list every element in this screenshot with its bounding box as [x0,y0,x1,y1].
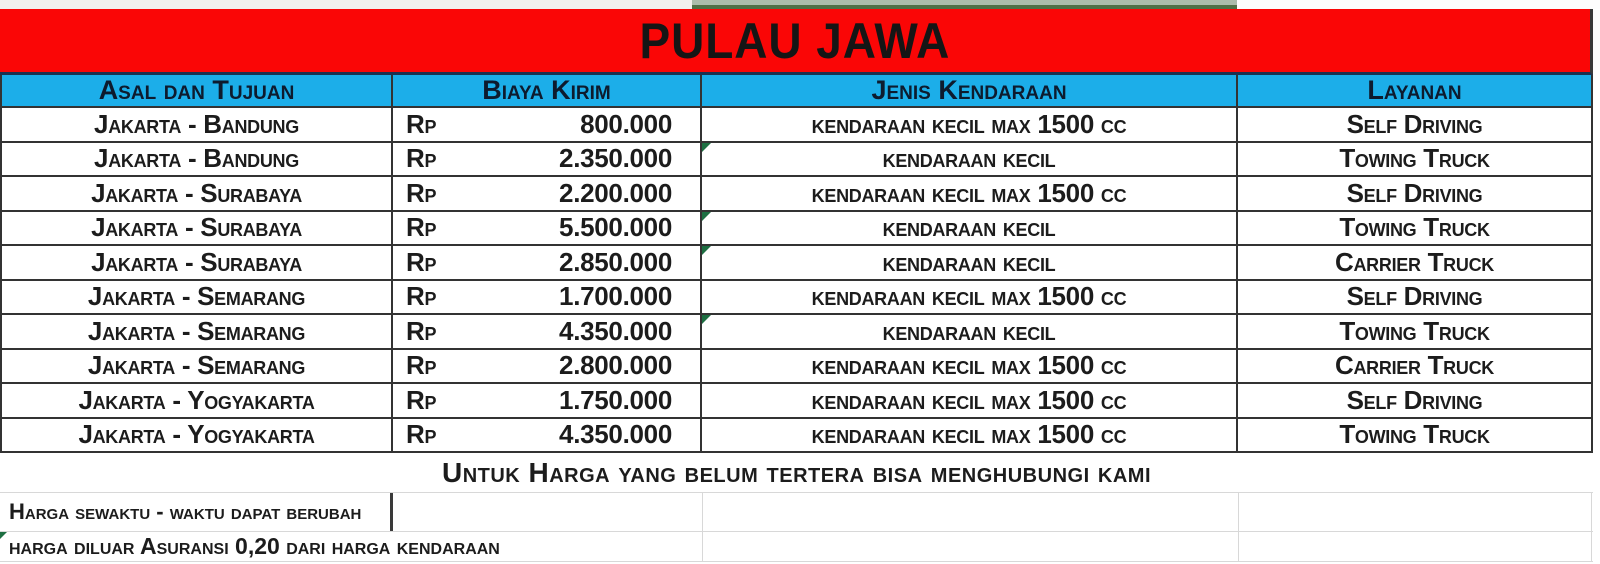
vehicle-label: kendaraan kecil [882,246,1056,277]
price-value: 1.750.000 [559,384,672,415]
service-cell[interactable]: Self Driving [1238,177,1593,212]
insurance-note-label: harga diluar Asuransi 0,20 dari harga kendaraan [9,533,500,559]
vehicle-label: kendaraan kecil max 1500 cc [811,384,1127,415]
gridline [702,492,703,562]
price-table [0,75,1593,453]
route-cell[interactable]: Jakarta - Semarang [2,350,393,385]
currency-prefix: Rp [406,143,437,174]
error-triangle-icon [0,531,8,539]
vehicle-cell[interactable] [702,315,1238,350]
price-value: 5.500.000 [559,212,672,243]
currency-prefix: Rp [406,212,437,243]
service-cell[interactable]: Towing Truck [1238,315,1593,350]
currency-prefix: Rp [406,281,437,312]
gridline [0,561,1593,562]
strip-segment-gray [0,0,692,9]
route-cell[interactable]: Jakarta - Yogyakarta [2,384,393,419]
price-cell[interactable] [393,177,702,212]
route-cell[interactable]: Jakarta - Surabaya [2,246,393,281]
currency-prefix: Rp [406,246,437,277]
strip-segment-green [692,0,1237,9]
error-triangle-icon [702,315,711,324]
vehicle-cell[interactable] [702,143,1238,178]
vehicle-label: kendaraan kecil [882,212,1056,243]
route-cell[interactable]: Jakarta - Yogyakarta [2,419,393,454]
column-header-jenis-kendaraan[interactable]: Jenis Kendaraan [702,75,1238,108]
price-cell[interactable] [393,246,702,281]
vehicle-label: kendaraan kecil [882,143,1056,174]
price-cell[interactable] [393,108,702,143]
vehicle-cell[interactable] [702,350,1238,385]
strip-segment-white [1237,0,1600,9]
price-value: 800.000 [580,108,672,139]
price-cell[interactable] [393,281,702,316]
price-cell[interactable] [393,212,702,247]
gridline [0,492,1593,493]
currency-prefix: Rp [406,419,437,450]
insurance-note-cell[interactable] [0,531,1000,562]
service-cell[interactable]: Towing Truck [1238,419,1593,454]
price-cell[interactable] [393,143,702,178]
price-value: 2.850.000 [559,246,672,277]
route-cell[interactable]: Jakarta - Surabaya [2,212,393,247]
vehicle-label: kendaraan kecil max 1500 cc [811,281,1127,312]
route-cell[interactable]: Jakarta - Surabaya [2,177,393,212]
column-header-layanan[interactable]: Layanan [1238,75,1593,108]
vehicle-cell[interactable] [702,281,1238,316]
error-triangle-icon [702,246,711,255]
currency-prefix: Rp [406,315,437,346]
page-title: PULAU JAWA [639,12,951,69]
price-value: 4.350.000 [559,419,672,450]
service-cell[interactable]: Carrier Truck [1238,350,1593,385]
route-cell[interactable]: Jakarta - Semarang [2,315,393,350]
route-cell[interactable]: Jakarta - Bandung [2,108,393,143]
vehicle-label: kendaraan kecil max 1500 cc [811,108,1127,139]
vehicle-cell[interactable] [702,384,1238,419]
service-cell[interactable]: Self Driving [1238,108,1593,143]
column-header-asal-dan-tujuan[interactable]: Asal dan Tujuan [2,75,393,108]
gridline [1238,492,1239,562]
currency-prefix: Rp [406,177,437,208]
vehicle-cell[interactable] [702,246,1238,281]
service-cell[interactable]: Self Driving [1238,281,1593,316]
price-cell[interactable] [393,350,702,385]
price-value: 2.350.000 [559,143,672,174]
vehicle-cell[interactable] [702,177,1238,212]
gridline [0,531,1593,532]
vehicle-label: kendaraan kecil max 1500 cc [811,350,1127,381]
service-cell[interactable]: Carrier Truck [1238,246,1593,281]
vehicle-label: kendaraan kecil [882,315,1056,346]
price-value: 4.350.000 [559,315,672,346]
currency-prefix: Rp [406,350,437,381]
vehicle-label: kendaraan kecil max 1500 cc [811,177,1127,208]
price-value: 2.800.000 [559,350,672,381]
price-change-note-label: Harga sewaktu - waktu dapat berubah [9,498,362,524]
currency-prefix: Rp [406,384,437,415]
vehicle-cell[interactable] [702,419,1238,454]
price-change-note-cell[interactable] [0,492,393,531]
column-header-biaya-kirim[interactable]: Biaya Kirim [393,75,702,108]
contact-note-row[interactable]: Untuk Harga yang belum tertera bisa menghubungi kami [0,453,1593,492]
service-cell[interactable]: Towing Truck [1238,212,1593,247]
price-value: 1.700.000 [559,281,672,312]
title-banner[interactable] [0,9,1593,75]
vehicle-cell[interactable] [702,212,1238,247]
route-cell[interactable]: Jakarta - Semarang [2,281,393,316]
price-cell[interactable] [393,315,702,350]
gridline [1591,492,1592,562]
price-cell[interactable] [393,384,702,419]
vehicle-cell[interactable] [702,108,1238,143]
price-cell[interactable] [393,419,702,454]
currency-prefix: Rp [406,108,437,139]
service-cell[interactable]: Towing Truck [1238,143,1593,178]
error-triangle-icon [702,212,711,221]
vehicle-label: kendaraan kecil max 1500 cc [811,419,1127,450]
price-value: 2.200.000 [559,177,672,208]
error-triangle-icon [702,143,711,152]
route-cell[interactable]: Jakarta - Bandung [2,143,393,178]
partial-row-strip [0,0,1600,9]
service-cell[interactable]: Self Driving [1238,384,1593,419]
